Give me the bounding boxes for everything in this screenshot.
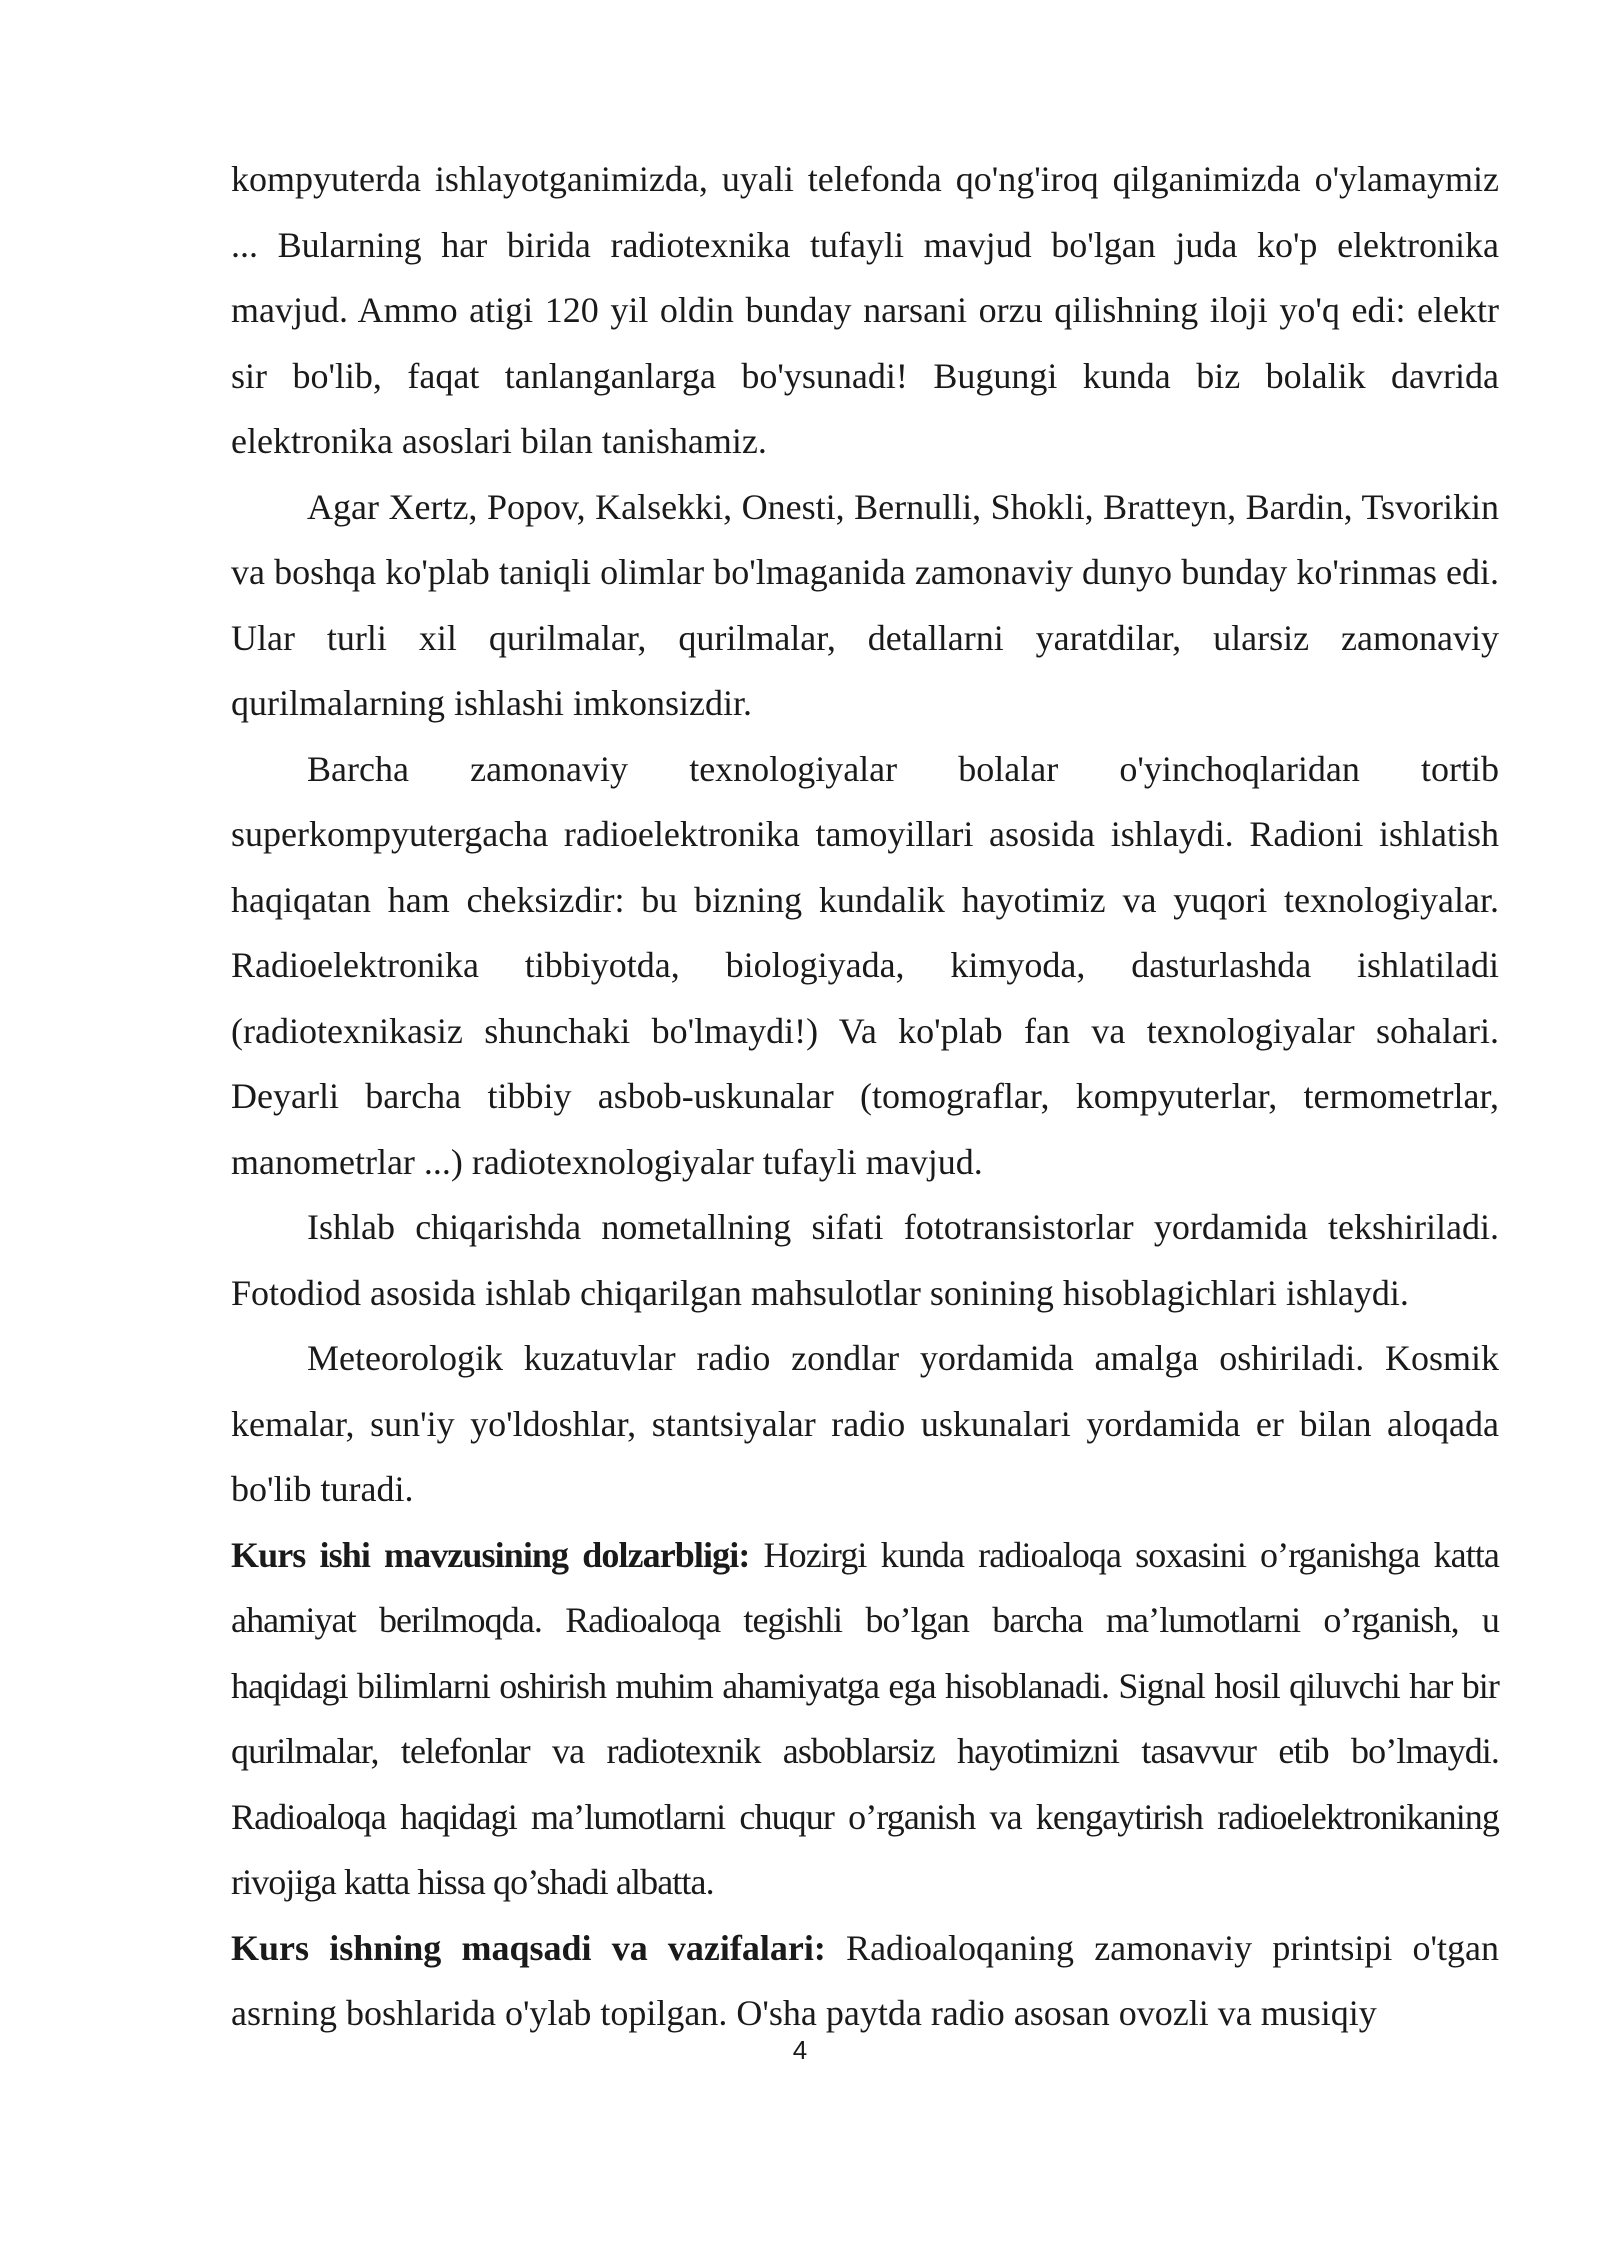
paragraph-technologies: Barcha zamonaviy texnologiyalar bolalar o'yinchoqlaridan tortib superkompyutergacha radioelektronika tamoyillari asosida ishlaydi. Radioni ishlatish haqiqatan ham cheksizdir: bu bizning kundalik hayotimiz va yuqori texnologiyalar. Radioelektronika tibbiyotda, biologiyada, kimyoda, dasturlashda ishlatiladi (radiotexnikasiz shunchaki bo'lmaydi!) Va ko'plab fan va texnologiyalar sohalari. Deyarli barcha tibbiy asbob-uskunalar (tomograflar, kompyuterlar, termometrlar, manometrlar ...) radiotexnologiyalar tufayli mavjud. — [231, 748, 1499, 1182]
paragraph-meteorology: Meteorologik kuzatuvlar radio zondlar yordamida amalga oshiriladi. Kosmik kemalar, sun'iy yo'ldoshlar, stantsiyalar radio uskunalari yordamida er bilan aloqada bo'lib turadi. — [231, 1338, 1499, 1509]
goals-text: Radioaloqaning zamonaviy printsipi o'tgan asrning boshlarida o'ylab topilgan. O'sha paytda radio asosan ovozli va musiqiy — [231, 1927, 1499, 2033]
goals-heading: Kurs ishning maqsadi va vazifalari: — [231, 1927, 826, 1968]
paragraph-goals — [231, 1916, 1499, 2047]
paragraph-scientists: Agar Xertz, Popov, Kalsekki, Onesti, Bernulli, Shokli, Bratteyn, Bardin, Tsvorikin va boshqa ko'plab taniqli olimlar bo'lmaganida zamonaviy dunyo bunday ko'rinmas edi. Ular turli xil qurilmalar, qurilmalar, detallarni yaratdilar, ularsiz zamonaviy qurilmalarning ishlashi imkonsizdir. — [231, 486, 1499, 723]
page-number: 4 — [792, 2035, 808, 2065]
paragraph-intro: kompyuterda ishlayotganimizda, uyali telefonda qo'ng'iroq qilganimizda o'ylamaymiz ... Bularning har birida radiotexnika tufayli mavjud bo'lgan juda ko'p elektronika mavjud. Ammo atigi 120 yil oldin bunday narsani orzu qilishning iloji yo'q edi: elektr sir bo'lib, faqat tanlanganlarga bo'ysunadi! Bugungi kunda biz bolalik davrida elektronika asoslari bilan tanishamiz. — [231, 159, 1499, 461]
relevance-text: Hozirgi kunda radioaloqa soxasini o’rganishga katta ahamiyat berilmoqda. Radioaloqa tegishli bo’lgan barcha ma’lumotlarni o’rganish, u haqidagi bilimlarni oshirish muhim ahamiyatga ega hisoblanadi. Signal hosil qiluvchi har bir qurilmalar, telefonlar va radiotexnik asboblarsiz hayotimizni tasavvur etib bo’lmaydi. Radioaloqa haqidagi ma’lumotlarni chuqur o’rganish va kengaytirish radioelektronikaning rivojiga katta hissa qo’shadi albatta. — [231, 1534, 1499, 1902]
relevance-heading: Kurs ishi mavzusining dolzarbligi: — [231, 1534, 750, 1575]
paragraph-production: Ishlab chiqarishda nometallning sifati fototransistorlar yordamida tekshiriladi. Fotodiod asosida ishlab chiqarilgan mahsulotlar sonining hisoblagichlari ishlaydi. — [231, 1207, 1499, 1313]
text-body — [231, 147, 1499, 2047]
paragraph-relevance — [231, 1523, 1499, 1916]
